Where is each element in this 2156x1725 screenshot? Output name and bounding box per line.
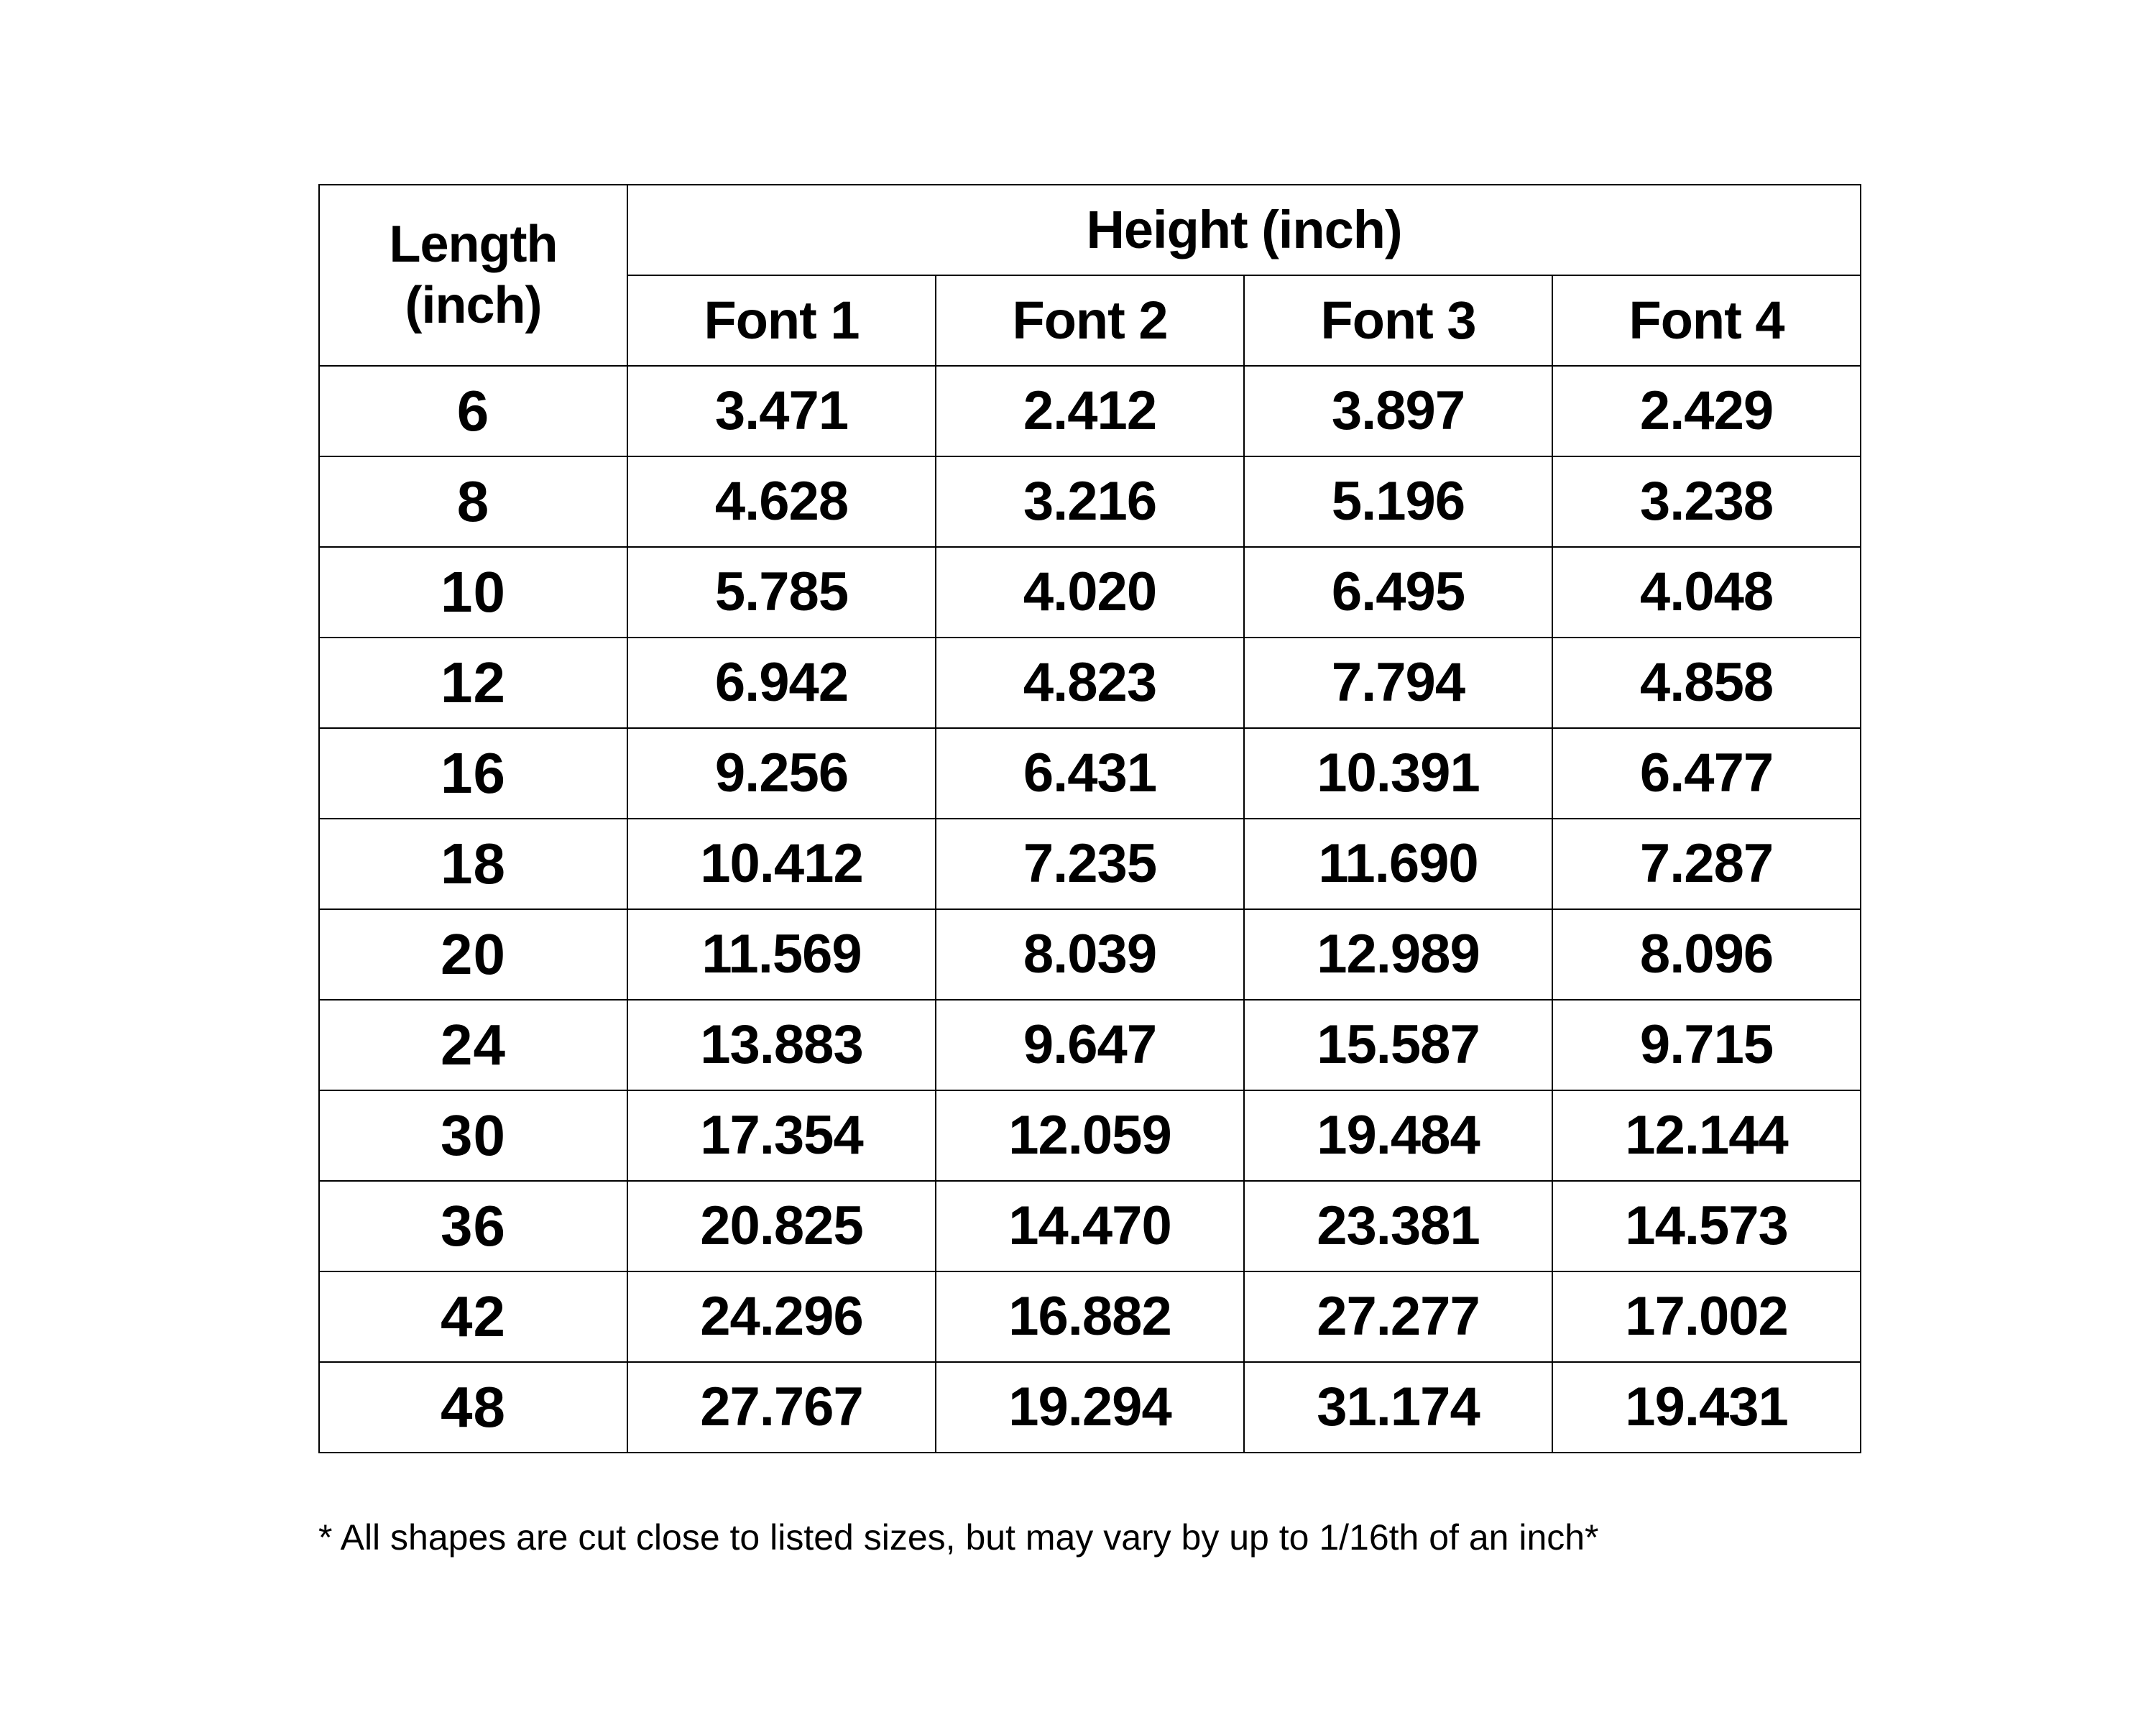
font-3-header: Font 3 bbox=[1244, 275, 1552, 366]
table-row bbox=[319, 456, 1861, 547]
size-chart-table bbox=[318, 184, 1861, 1453]
height-cell-font-2: 6.431 bbox=[936, 728, 1244, 819]
height-cell-font-4: 9.715 bbox=[1552, 1000, 1861, 1090]
height-cell-font-4: 6.477 bbox=[1552, 728, 1861, 819]
height-cell-font-1: 27.767 bbox=[627, 1362, 936, 1453]
table-row bbox=[319, 728, 1861, 819]
height-cell-font-3: 27.277 bbox=[1244, 1271, 1552, 1362]
height-cell-font-1: 13.883 bbox=[627, 1000, 936, 1090]
table-row bbox=[319, 366, 1861, 456]
table-body bbox=[319, 366, 1861, 1453]
height-cell-font-3: 15.587 bbox=[1244, 1000, 1552, 1090]
height-cell-font-1: 3.471 bbox=[627, 366, 936, 456]
length-cell: 6 bbox=[319, 366, 627, 456]
height-cell-font-4: 2.429 bbox=[1552, 366, 1861, 456]
height-cell-font-2: 2.412 bbox=[936, 366, 1244, 456]
height-cell-font-2: 4.020 bbox=[936, 547, 1244, 638]
table-row bbox=[319, 1271, 1861, 1362]
height-cell-font-4: 19.431 bbox=[1552, 1362, 1861, 1453]
height-cell-font-2: 8.039 bbox=[936, 909, 1244, 1000]
length-cell: 20 bbox=[319, 909, 627, 1000]
height-cell-font-4: 17.002 bbox=[1552, 1271, 1861, 1362]
height-cell-font-4: 14.573 bbox=[1552, 1181, 1861, 1271]
height-cell-font-1: 6.942 bbox=[627, 638, 936, 728]
length-column-header bbox=[319, 185, 627, 366]
height-cell-font-3: 7.794 bbox=[1244, 638, 1552, 728]
header-row-top bbox=[319, 185, 1861, 275]
height-group-header: Height (inch) bbox=[627, 185, 1861, 275]
height-cell-font-1: 24.296 bbox=[627, 1271, 936, 1362]
height-cell-font-2: 16.882 bbox=[936, 1271, 1244, 1362]
table-row bbox=[319, 909, 1861, 1000]
footnote: * All shapes are cut close to listed sizes, but may vary by up to 1/16th of an inch* bbox=[318, 1517, 1599, 1558]
table-row bbox=[319, 638, 1861, 728]
table-row bbox=[319, 819, 1861, 909]
height-cell-font-3: 3.897 bbox=[1244, 366, 1552, 456]
height-cell-font-2: 14.470 bbox=[936, 1181, 1244, 1271]
font-4-header: Font 4 bbox=[1552, 275, 1861, 366]
height-cell-font-3: 5.196 bbox=[1244, 456, 1552, 547]
height-cell-font-1: 17.354 bbox=[627, 1090, 936, 1181]
length-cell: 8 bbox=[319, 456, 627, 547]
height-cell-font-1: 11.569 bbox=[627, 909, 936, 1000]
height-cell-font-3: 10.391 bbox=[1244, 728, 1552, 819]
height-cell-font-1: 5.785 bbox=[627, 547, 936, 638]
height-cell-font-4: 7.287 bbox=[1552, 819, 1861, 909]
height-cell-font-1: 9.256 bbox=[627, 728, 936, 819]
height-cell-font-4: 12.144 bbox=[1552, 1090, 1861, 1181]
height-cell-font-4: 8.096 bbox=[1552, 909, 1861, 1000]
height-cell-font-2: 4.823 bbox=[936, 638, 1244, 728]
height-cell-font-3: 23.381 bbox=[1244, 1181, 1552, 1271]
height-cell-font-2: 9.647 bbox=[936, 1000, 1244, 1090]
height-cell-font-2: 7.235 bbox=[936, 819, 1244, 909]
height-cell-font-4: 4.048 bbox=[1552, 547, 1861, 638]
height-cell-font-3: 11.690 bbox=[1244, 819, 1552, 909]
height-cell-font-2: 3.216 bbox=[936, 456, 1244, 547]
table-row bbox=[319, 1181, 1861, 1271]
height-cell-font-3: 6.495 bbox=[1244, 547, 1552, 638]
height-cell-font-1: 10.412 bbox=[627, 819, 936, 909]
length-cell: 18 bbox=[319, 819, 627, 909]
length-cell: 36 bbox=[319, 1181, 627, 1271]
font-2-header: Font 2 bbox=[936, 275, 1244, 366]
length-cell: 24 bbox=[319, 1000, 627, 1090]
length-header-line1: Length bbox=[389, 216, 558, 274]
height-cell-font-3: 19.484 bbox=[1244, 1090, 1552, 1181]
height-cell-font-2: 12.059 bbox=[936, 1090, 1244, 1181]
length-cell: 12 bbox=[319, 638, 627, 728]
length-cell: 10 bbox=[319, 547, 627, 638]
length-cell: 42 bbox=[319, 1271, 627, 1362]
length-header-line2: (inch) bbox=[405, 277, 542, 334]
height-cell-font-1: 20.825 bbox=[627, 1181, 936, 1271]
height-cell-font-4: 3.238 bbox=[1552, 456, 1861, 547]
height-cell-font-3: 12.989 bbox=[1244, 909, 1552, 1000]
height-cell-font-4: 4.858 bbox=[1552, 638, 1861, 728]
height-cell-font-2: 19.294 bbox=[936, 1362, 1244, 1453]
table-header bbox=[319, 185, 1861, 366]
table-row bbox=[319, 1362, 1861, 1453]
length-cell: 30 bbox=[319, 1090, 627, 1181]
height-cell-font-1: 4.628 bbox=[627, 456, 936, 547]
length-cell: 48 bbox=[319, 1362, 627, 1453]
table-row bbox=[319, 1090, 1861, 1181]
table-row bbox=[319, 547, 1861, 638]
table-row bbox=[319, 1000, 1861, 1090]
height-cell-font-3: 31.174 bbox=[1244, 1362, 1552, 1453]
font-1-header: Font 1 bbox=[627, 275, 936, 366]
length-cell: 16 bbox=[319, 728, 627, 819]
